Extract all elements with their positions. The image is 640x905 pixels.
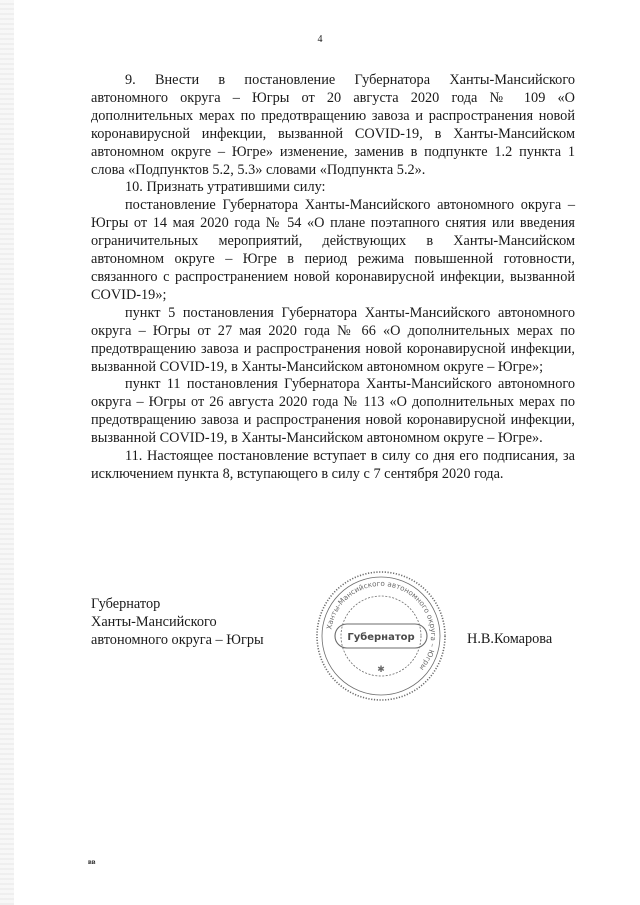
paragraph-item-11: 11. Настоящее постановление вступает в силу со дня его подписания, за исключением пункта 8, вступающего в силу с 7 сентября 2020 года.: [91, 448, 575, 482]
repealed-resolution-66: пункт 5 постановления Губернатора Ханты-Мансийского автономного округа – Югры от 27 мая 2020 года № 66 «О дополнительных мерах по предотвращению завоза и распространения новой коронавирусной инфекции, вызванной COVID-19, в Ханты-Мансийском автономном округе – Югре»;: [91, 304, 575, 375]
paragraph-item-9: 9. Внести в постановление Губернатора Ханты-Мансийского автономного округа – Югры от 20 августа 2020 года № 109 «О дополнительных мерах по предотвращению завоза и распространения новой коронавирусной инфекции, вызванной COVID-19, в Ханты-Мансийском автономном округе – Югре» изменение, заменив в подпункте 1.2 пункта 1 слова «Подпунктов 5.2, 5.3» словами «Подпункта 5.2».: [91, 72, 575, 178]
signer-title: [91, 596, 311, 650]
paragraph-item-10: 10. Признать утратившими силу:: [125, 179, 326, 196]
signer-title-line-3: автономного округа – Югры: [91, 631, 264, 648]
seal-center-label: Губернатор: [347, 632, 415, 643]
signer-title-line-2: Ханты-Мансийского: [91, 613, 217, 630]
footer-mark: вв: [88, 858, 96, 866]
seal-ring-text: Ханты-Мансийского автономного округа – Югры: [324, 578, 439, 673]
repealed-resolution-113: пункт 11 постановления Губернатора Ханты-Мансийского автономного округа – Югры от 26 августа 2020 года № 113 «О дополнительных мерах по предотвращению завоза и распространения новой коронавирусной инфекции, вызванной COVID-19, в Ханты-Мансийском автономном округе – Югре».: [91, 376, 575, 447]
official-seal-stamp: [311, 566, 451, 706]
repealed-resolution-54: постановление Губернатора Ханты-Мансийского автономного округа – Югры от 14 мая 2020 года № 54 «О плане поэтапного снятия или введения ограничительных мероприятий, действующих в Ханты-Мансийском автономном округе – Югре в период режима повышенной готовности, связанного с распространением новой коронавирусной инфекции, вызванной COVID-19»;: [91, 197, 575, 303]
signature-block: [91, 578, 575, 716]
scan-edge-artifact: [0, 0, 14, 905]
page-number: 4: [317, 34, 323, 45]
signer-title-line-1: Губернатор: [91, 596, 161, 612]
signer-name: Н.В.Комарова: [467, 631, 553, 647]
document-body: [91, 72, 575, 484]
seal-star-icon: ✱: [377, 665, 385, 675]
